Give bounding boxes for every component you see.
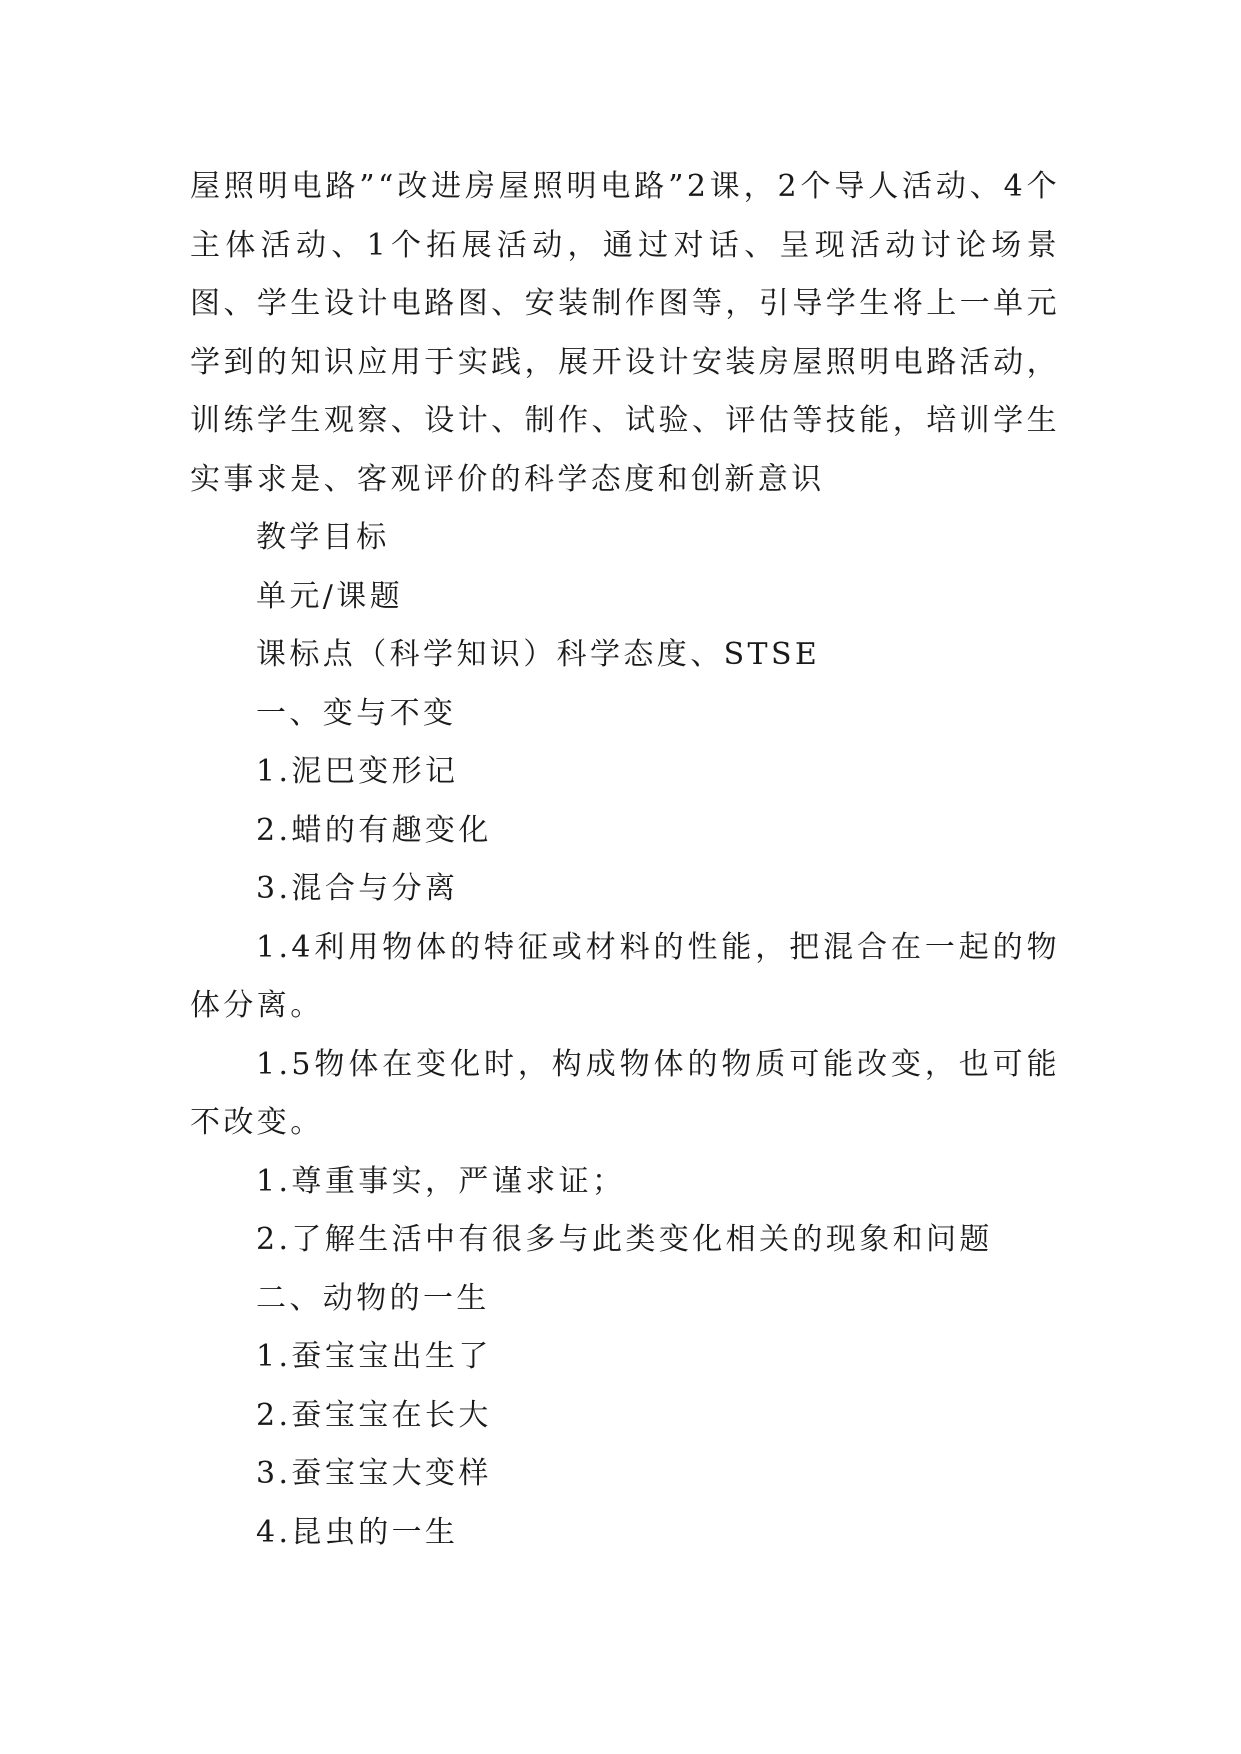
lesson-item: 1.蚕宝宝出生了 — [256, 1339, 492, 1374]
heading-teaching-goals: 教学目标 — [256, 520, 390, 555]
standard-item-1-5: 1.5物体在变化时，构成物体的物质可能改变，也可能不改变。 — [190, 1046, 1060, 1140]
lesson-item: 3.蚕宝宝大变样 — [256, 1456, 492, 1491]
lesson-item: 2.蚕宝宝在长大 — [256, 1397, 492, 1433]
document-body — [190, 158, 1060, 1562]
label-curriculum-points: 课标点（科学知识）科学态度、STSE — [256, 637, 821, 672]
attitude-item: 1.尊重事实，严谨求证； — [256, 1163, 626, 1199]
standard-item-1-4: 1.4利用物体的特征或材料的性能，把混合在一起的物体分离。 — [190, 929, 1060, 1023]
lesson-item: 1.泥巴变形记 — [256, 754, 459, 789]
lesson-item: 3.混合与分离 — [256, 871, 459, 906]
label-unit-lesson: 单元/课题 — [256, 578, 404, 614]
lesson-item: 4.昆虫的一生 — [256, 1514, 459, 1550]
unit-heading-change: 一、变与不变 — [256, 695, 457, 731]
paragraph-lesson-summary: 屋照明电路”“改进房屋照明电路”2课，2个导人活动、4个主体活动、1个拓展活动，通过对话、呈现活动讨论场景图、学生设计电路图、安装制作图等，引导学生将上一单元学到的知识应用于实践，展开设计安装房屋照明电路活动，训练学生观察、设计、制作、试验、评估等技能，培训学生实事求是、客观评价的科学态度和创新意识 — [190, 169, 1060, 497]
lesson-item: 2.蜡的有趣变化 — [256, 812, 492, 848]
attitude-item: 2.了解生活中有很多与此类变化相关的现象和问题 — [256, 1222, 993, 1257]
unit-heading-animal-life: 二、动物的一生 — [256, 1280, 490, 1316]
